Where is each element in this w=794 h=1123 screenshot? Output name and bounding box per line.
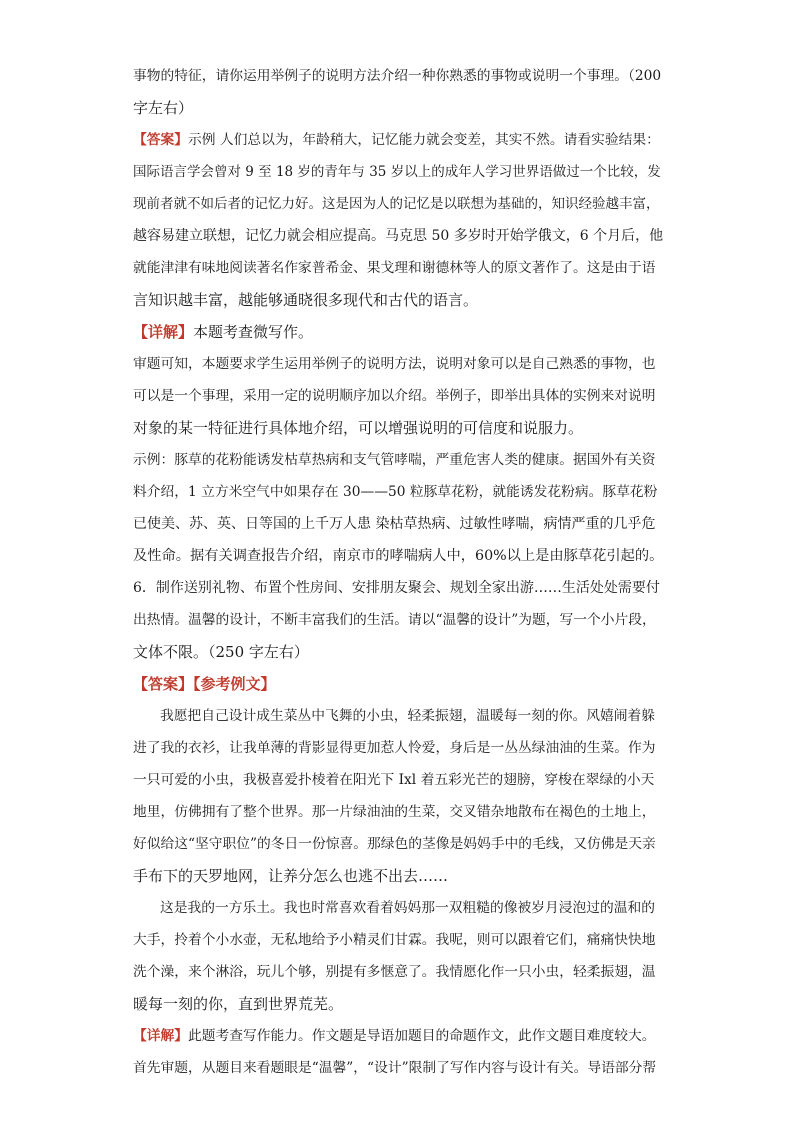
text-line: 料介绍，1 立方米空气中如果存在 30——50 粒豚草花粉，就能诱发花粉病。豚草花粉 [133, 484, 658, 500]
text-line: 已使美、苏、英、日等国的上千万人患 染枯草热病、过敏性哮喘，病情严重的几乎危 [133, 516, 656, 532]
text-line: 出热情。温馨的设计，不断丰富我们的生活。请以“温馨的设计”为题，写一个小片段， [133, 612, 656, 628]
text-line: 地里，仿佛拥有了整个世界。那一片绿油油的生菜，交叉错杂地散布在褐色的土地上， [133, 804, 656, 820]
text-line: 好似给这“坚守职位”的冬日一份惊喜。那绿色的茎像是妈妈手中的毛线，又仿佛是天亲 [133, 836, 656, 852]
detail-tag: 【详解】 [133, 323, 194, 341]
text-line [133, 674, 663, 694]
text-line: 手布下的天罗地网，让养分怎么也逃不出去…… [133, 867, 449, 885]
text-line: 就能津津有味地阅读著名作家普希金、果戈理和谢德林等人的原文著作了。这是由于语 [133, 260, 656, 276]
text-line: 这是我的一方乐土。我也时常喜欢看着妈妈那一双粗糙的像被岁月浸泡过的温和的 [160, 900, 656, 916]
text-line: 暖每一刻的你，直到世界荒芜。 [133, 995, 344, 1013]
text-line: 示例：豚草的花粉能诱发枯草热病和支气管哮喘，严重危害人类的健康。据国外有关资 [133, 452, 656, 468]
text-line: 大手，拎着个小水壶，无私地给予小精灵们甘霖。我呢，则可以跟着它们，痛痛快快地 [133, 932, 656, 948]
text-line: 事物的特征，请你运用举例子的说明方法介绍一种你熟悉的事物或说明一个事理。（200 [133, 68, 662, 84]
text-line: 可以是一个事理，采用一定的说明顺序加以介绍。举例子，即举出具体的实例来对说明 [133, 388, 656, 404]
text-line: 字左右） [133, 99, 194, 117]
text-line: 首先审题，从题目来看题眼是“温馨”，“设计”限制了写作内容与设计有关。导语部分帮 [133, 1060, 657, 1076]
text-line: 进了我的衣衫，让我单薄的背影显得更加惹人怜爱，身后是一丛丛绿油油的生菜。作为 [133, 740, 656, 756]
text-line: 现前者就不如后者的记忆力好。这是因为人的记忆是以联想为基础的，知识经验越丰富， [133, 196, 660, 212]
answer-tag: 【答案】【参考例文】 [133, 675, 276, 693]
text-line: 洗个澡，来个淋浴，玩儿个够，别提有多惬意了。我情愿化作一只小虫，轻柔振翅，温 [133, 964, 656, 980]
text-line: 【详解】本题考查微写作。 [133, 323, 314, 341]
answer-tag: 【答案】 [133, 132, 189, 148]
text-line: 越容易建立联想，记忆力就会相应提高。马克思 50 多岁时开始学俄文，6 个月后，他 [133, 228, 664, 244]
text-line: 6．制作送别礼物、布置个性房间、安排朋友聚会、规划全家出游……生活处处需要付 [133, 580, 660, 596]
text-line: 国际语言学会曾对 9 至 18 岁的青年与 35 岁以上的成年人学习世界语做过一个比较，发 [133, 164, 661, 180]
text-line: 言知识越丰富，越能够通晓很多现代和古代的语言。 [133, 291, 479, 309]
text-line: 及性命。据有关调查报告介绍，南京市的哮喘病人中，60%以上是由豚草花引起的。 [133, 548, 664, 564]
text-line: 对象的某一特征进行具体地介绍，可以增强说明的可信度和说服力。 [133, 419, 584, 437]
text-line: 文体不限。（250 字左右） [133, 643, 309, 661]
detail-tag: 【详解】 [133, 1028, 189, 1044]
text-line: 【答案】示例 人们总以为，年龄稍大，记忆能力就会变差，其实不然。请看实验结果： [133, 132, 660, 148]
text-line: 审题可知，本题要求学生运用举例子的说明方法，说明对象可以是自己熟悉的事物，也 [133, 356, 656, 372]
text-line: 一只可爱的小虫，我极喜爱扑棱着在阳光下 Ixl 着五彩光芒的翅膀，穿梭在翠绿的小天 [133, 772, 655, 788]
text-line: 我愿把自己设计成生菜丛中飞舞的小虫，轻柔振翅，温暖每一刻的你。风嬉闹着躲 [160, 708, 656, 724]
text-line: 【详解】此题考查写作能力。作文题是导语加题目的命题作文，此作文题目难度较大。 [133, 1028, 656, 1044]
